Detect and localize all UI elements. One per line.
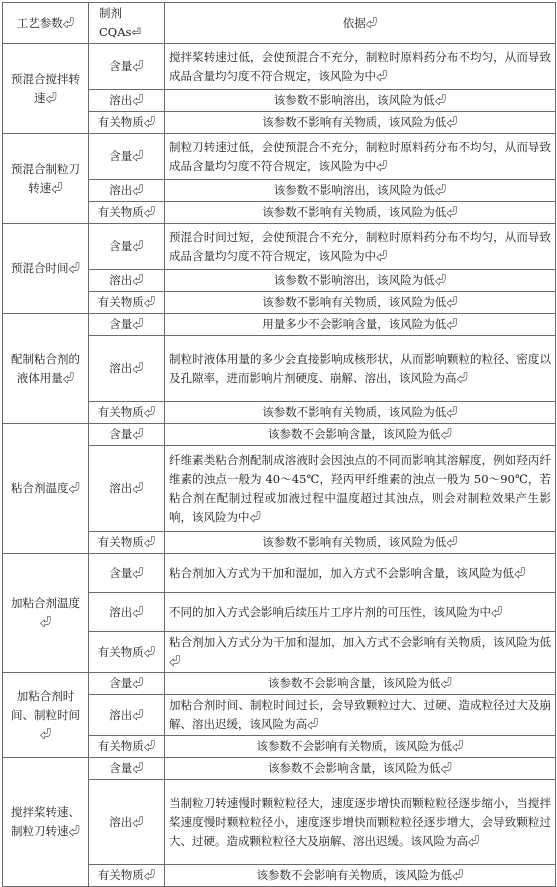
process-parameter-cell: 粘合剂温度⏎ — [3, 424, 89, 554]
basis-cell: 当制粒刀转速慢时颗粒粒径大，速度逐步增快而颗粒粒径逐步缩小，当搅拌桨速度慢时颗粒粒径小，速度逐步增快而颗粒粒径逐步增大，会导致颗粒过大、过硬。造成颗粒粒径大及崩解、溶出迟缓。该风险为高⏎ — [165, 780, 556, 865]
basis-cell: 该参数不影响溶出，该风险为低⏎ — [165, 270, 556, 292]
basis-cell: 加粘合剂时间、制粒时间过长，会导致颗粒过大、过硬、造成粒径过大及崩解、溶出迟缓，该风险为高⏎ — [165, 695, 556, 736]
basis-cell: 该参数不会影响有关物质，该风险为低⏎ — [165, 865, 556, 887]
cqa-cell: 有关物质⏎ — [89, 632, 165, 673]
cqa-cell: 有关物质⏎ — [89, 202, 165, 224]
header-row — [3, 3, 556, 44]
basis-cell: 不同的加入方式会影响后续压片工序片剂的可压性，该风险为中⏎ — [165, 593, 556, 632]
cqa-cell: 有关物质⏎ — [89, 112, 165, 134]
cqa-cell: 溶出⏎ — [89, 336, 165, 402]
basis-cell: 预混合时间过短，会使预混合不充分，制粒时原料药分布不均匀，从而导致成品含量均匀度不符合规定，该风险为中⏎ — [165, 224, 556, 270]
basis-cell: 该参数不影响有关物质，该风险为低⏎ — [165, 402, 556, 424]
cqa-cell: 溶出⏎ — [89, 90, 165, 112]
header-cqa: 制剂 CQAs⏎ — [89, 3, 165, 44]
process-parameter-cell: 预混合制粒刀转速⏎ — [3, 134, 89, 224]
basis-cell: 用量多少不会影响含量，该风险为低⏎ — [165, 314, 556, 336]
cqa-cell: 溶出⏎ — [89, 270, 165, 292]
basis-cell: 该参数不影响溶出，该风险为低⏎ — [165, 90, 556, 112]
cqa-cell: 有关物质⏎ — [89, 532, 165, 554]
table-row — [3, 224, 556, 270]
cqa-cell: 有关物质⏎ — [89, 402, 165, 424]
risk-assessment-table — [2, 2, 556, 887]
cqa-cell: 含量⏎ — [89, 134, 165, 180]
cqa-cell: 有关物质⏎ — [89, 292, 165, 314]
cqa-cell: 溶出⏎ — [89, 780, 165, 865]
table-row — [3, 314, 556, 336]
table-row — [3, 554, 556, 593]
header-basis: 依据⏎ — [165, 3, 556, 44]
cqa-cell: 有关物质⏎ — [89, 736, 165, 758]
table-row — [3, 134, 556, 180]
cqa-cell: 含量⏎ — [89, 224, 165, 270]
basis-cell: 该参数不影响有关物质，该风险为低⏎ — [165, 112, 556, 134]
basis-cell: 制粒刀转速过低，会使预混合不充分，制粒时原料药分布不均匀，从而导致成品含量均匀度不符合规定，该风险为中⏎ — [165, 134, 556, 180]
basis-cell: 该参数不会影响有关物质，该风险为低⏎ — [165, 736, 556, 758]
cqa-cell: 含量⏎ — [89, 673, 165, 695]
process-parameter-cell: 预混合搅拌转速⏎ — [3, 44, 89, 134]
cqa-cell: 含量⏎ — [89, 44, 165, 90]
basis-cell: 制粒时液体用量的多少会直接影响成核形状，从而影响颗粒的粒径、密度以及孔隙率，进而影响片剂硬度、崩解、溶出，该风险为高⏎ — [165, 336, 556, 402]
table-row — [3, 673, 556, 695]
basis-cell: 该参数不影响有关物质，该风险为低⏎ — [165, 292, 556, 314]
cqa-cell: 溶出⏎ — [89, 593, 165, 632]
process-parameter-cell: 加粘合剂温度⏎ — [3, 554, 89, 673]
cqa-cell: 含量⏎ — [89, 424, 165, 446]
basis-cell: 粘合剂加入方式分为干加和湿加，加入方式不会影响有关物质，该风险为低⏎ — [165, 632, 556, 673]
cqa-cell: 溶出⏎ — [89, 446, 165, 532]
cqa-cell: 溶出⏎ — [89, 695, 165, 736]
basis-cell: 该参数不会影响含量，该风险为低⏎ — [165, 673, 556, 695]
basis-cell: 搅拌桨转速过低，会使预混合不充分，制粒时原料药分布不均匀，从而导致成品含量均匀度不符合规定，该风险为中⏎ — [165, 44, 556, 90]
basis-cell: 纤维素类粘合剂配制成溶液时会因浊点的不同而影响其溶解度，例如羟丙纤维素的浊点一般为 40～45℃，羟丙甲纤维素的浊点一般为 50～90℃，若粘合剂在配制过程或加液过程中温度超过其浊点，则会对制粒效果产生影响，该风险为中⏎ — [165, 446, 556, 532]
process-parameter-cell: 加粘合剂时间、制粒时间⏎ — [3, 673, 89, 758]
cqa-cell: 含量⏎ — [89, 758, 165, 780]
table-row — [3, 424, 556, 446]
table-body — [3, 44, 556, 887]
cqa-cell: 有关物质⏎ — [89, 865, 165, 887]
basis-cell: 该参数不会影响含量，该风险为低⏎ — [165, 758, 556, 780]
cqa-cell: 含量⏎ — [89, 554, 165, 593]
header-process-parameter: 工艺参数⏎ — [3, 3, 89, 44]
cqa-cell: 含量⏎ — [89, 314, 165, 336]
table-row — [3, 44, 556, 90]
process-parameter-cell: 配制粘合剂的液体用量⏎ — [3, 314, 89, 424]
basis-cell: 粘合剂加入方式为干加和湿加，加入方式不会影响含量，该风险为低⏎ — [165, 554, 556, 593]
basis-cell: 该参数不影响有关物质，该风险为低⏎ — [165, 532, 556, 554]
process-parameter-cell: 预混合时间⏎ — [3, 224, 89, 314]
cqa-cell: 溶出⏎ — [89, 180, 165, 202]
table-row — [3, 758, 556, 780]
basis-cell: 该参数不会影响含量，该风险为低⏎ — [165, 424, 556, 446]
basis-cell: 该参数不影响溶出，该风险为低⏎ — [165, 180, 556, 202]
basis-cell: 该参数不影响有关物质，该风险为低⏎ — [165, 202, 556, 224]
process-parameter-cell: 搅拌桨转速、制粒刀转速⏎ — [3, 758, 89, 887]
